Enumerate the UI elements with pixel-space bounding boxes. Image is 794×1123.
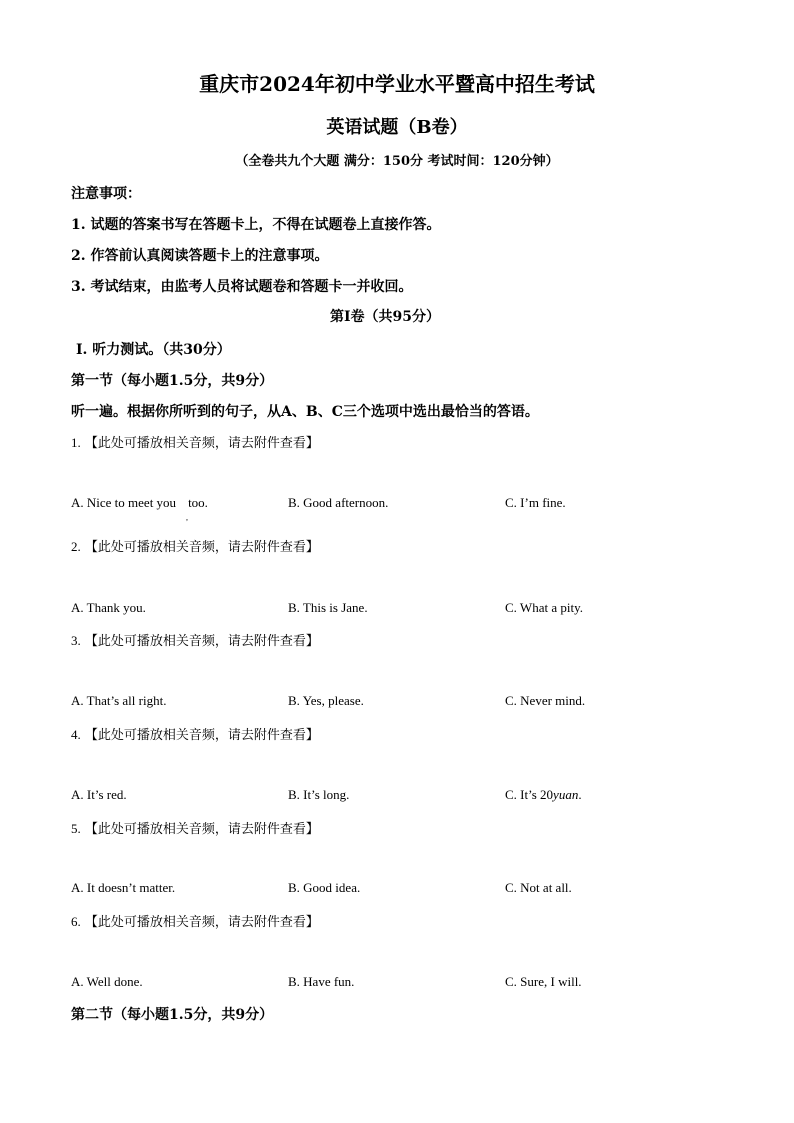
subsection-heading: 第二节（每小题1.5分，共9分） <box>71 1007 274 1023</box>
option-b: B. Good idea. <box>288 880 361 895</box>
note-item: 1. 试题的答案书写在答题卡上，不得在试题卷上直接作答。 <box>71 217 441 233</box>
instruction: 听一遍。根据你所听到的句子，从A、B、C三个选项中选出最恰当的答语。 <box>71 404 539 420</box>
notes-heading: 注意事项： <box>71 186 141 202</box>
question-line <box>71 911 319 930</box>
audio-note: 【此处可播放相关音频，请去附件查看】 <box>84 728 319 743</box>
option-c: C. Not at all. <box>505 880 572 895</box>
option-b: B. This is Jane. <box>288 600 368 615</box>
section-heading: Ⅰ. 听力测试。（共30分） <box>76 342 231 358</box>
option-c: C. It’s 20yuan. <box>505 787 582 802</box>
subsection-heading: 第一节（每小题1.5分，共9分） <box>71 373 274 389</box>
note-item: 3. 考试结束，由监考人员将试题卷和答题卡一并收回。 <box>71 279 413 295</box>
option-a: A. Thank you. <box>71 600 146 615</box>
audio-note: 【此处可播放相关音频，请去附件查看】 <box>84 540 319 555</box>
option-c: C. What a pity. <box>505 600 583 615</box>
exam-info: （全卷共九个大题 满分：150分 考试时间：120分钟） <box>235 154 559 169</box>
audio-note: 【此处可播放相关音频，请去附件查看】 <box>84 634 319 649</box>
option-c: C. Sure, I will. <box>505 974 582 989</box>
exam-subtitle: 英语试题（B卷） <box>326 117 468 138</box>
option-b: B. Good afternoon. <box>288 495 389 510</box>
question-line <box>71 432 319 451</box>
audio-note: 【此处可播放相关音频，请去附件查看】 <box>84 915 319 930</box>
question-line <box>71 536 319 555</box>
audio-note: 【此处可播放相关音频，请去附件查看】 <box>84 822 319 837</box>
question-line <box>71 630 319 649</box>
question-number: 5. <box>71 821 81 836</box>
option-a: A. It’s red. <box>71 787 127 802</box>
option-b: B. Have fun. <box>288 974 355 989</box>
question-line <box>71 818 319 837</box>
question-number: 6. <box>71 914 81 929</box>
option-a: A. Nice to meet you too. <box>71 495 208 510</box>
question-number: 2. <box>71 539 81 554</box>
question-number: 3. <box>71 633 81 648</box>
option-c: C. I’m fine. <box>505 495 566 510</box>
option-b: B. Yes, please. <box>288 693 364 708</box>
comma-mark: , <box>186 513 188 522</box>
audio-note: 【此处可播放相关音频，请去附件查看】 <box>84 436 319 451</box>
exam-title: 重庆市2024年初中学业水平暨高中招生考试 <box>199 72 595 96</box>
option-a: A. That’s all right. <box>71 693 167 708</box>
note-item: 2. 作答前认真阅读答题卡上的注意事项。 <box>71 248 329 264</box>
option-a: A. Well done. <box>71 974 143 989</box>
option-c: C. Never mind. <box>505 693 586 708</box>
option-b: B. It’s long. <box>288 787 350 802</box>
option-a: A. It doesn’t matter. <box>71 880 176 895</box>
question-line <box>71 724 319 743</box>
part-heading: 第Ⅰ卷（共95分） <box>330 309 441 325</box>
question-number: 4. <box>71 727 81 742</box>
question-number: 1. <box>71 435 81 450</box>
